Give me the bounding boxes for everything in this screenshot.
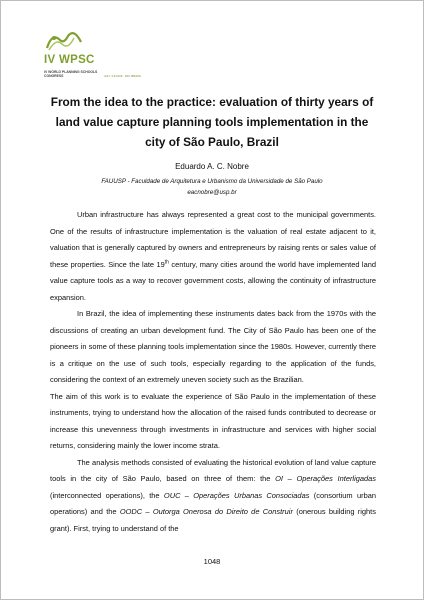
logo-subtitle: IV WORLD PLANNING SCHOOLS CONGRESS — [44, 70, 98, 78]
paragraph-4-text-c: (consortium urban operations) and the — [50, 490, 376, 516]
paragraph-4-text-b: (interconnected operations), the — [50, 490, 164, 500]
page-number: 1048 — [203, 557, 221, 566]
term-ouc: OUC – Operações Urbanas Consociadas — [163, 490, 310, 500]
paragraph-4 — [50, 455, 376, 538]
conference-logo — [44, 30, 164, 82]
author-name: Eduardo A. C. Nobre — [175, 162, 249, 171]
author-affiliation: FAUUSP - Faculdade de Arquitetura e Urbanismo da Universidade de São Paulo — [101, 178, 323, 185]
globe-logo-icon — [44, 30, 84, 52]
paragraph-4-text-d: (onerous building rights grant). First, trying to understand of the — [50, 507, 376, 533]
paragraph-1-text-a: Urban infrastructure has always represented a great cost to the municipal governments. One of the results of infrastructure implementation is the valuation of real estate adjacent to it, valuation that is generally captured by owners and entrepreneurs by raising rents or sales value of these properties. Since the late 19 — [50, 210, 376, 269]
paragraph-1 — [50, 207, 376, 306]
body-text — [50, 207, 376, 537]
term-oodc: OODC – Outorga Onerosa do Direito de Construir — [119, 507, 293, 516]
term-oi: OI – Operações Interligadas — [275, 474, 376, 483]
paragraph-2: In Brazil, the idea of implementing these instruments dates back from the 1970s with the discussions of creating an urban development fund. The City of São Paulo has been one of the pioneers in some of these planning tools implementation since the 1980s. However, currently there is a critique on the use of such tools, especially regarding to the application of the funds, considering the context of an extremely uneven society such as the Brazilian. — [50, 309, 376, 384]
paragraph-3: The aim of this work is to evaluate the experience of São Paulo in the implementation of these instruments, trying to understand how the allocation of the raised funds contributed to decrease or increase this unevenness through investments in infrastructure and services with higher social returns, considering mainly the lower income strata. — [50, 391, 376, 450]
paragraph-4-text-a: The analysis methods consisted of evaluating the historical evolution of land value capture tools in the city of São Paulo, based on three of them: the — [50, 457, 376, 483]
logo-tagline: JULY 4-8 2016 · RIO, BRAZIL — [104, 74, 142, 78]
paragraph-1-text-b: century, many cities around the world have implemented land value capture tools as a way to recover government costs, allowing the continuity of infrastructure expansion. — [50, 259, 376, 302]
author-email: eacnobre@usp.br — [187, 189, 237, 196]
logo-wordmark: IV WPSC — [44, 54, 95, 66]
paper-title: From the idea to the practice: evaluation of thirty years of land value capture planning tools implementation in the city of São Paulo, Brazil — [50, 95, 374, 149]
superscript-th: th — [164, 259, 169, 266]
